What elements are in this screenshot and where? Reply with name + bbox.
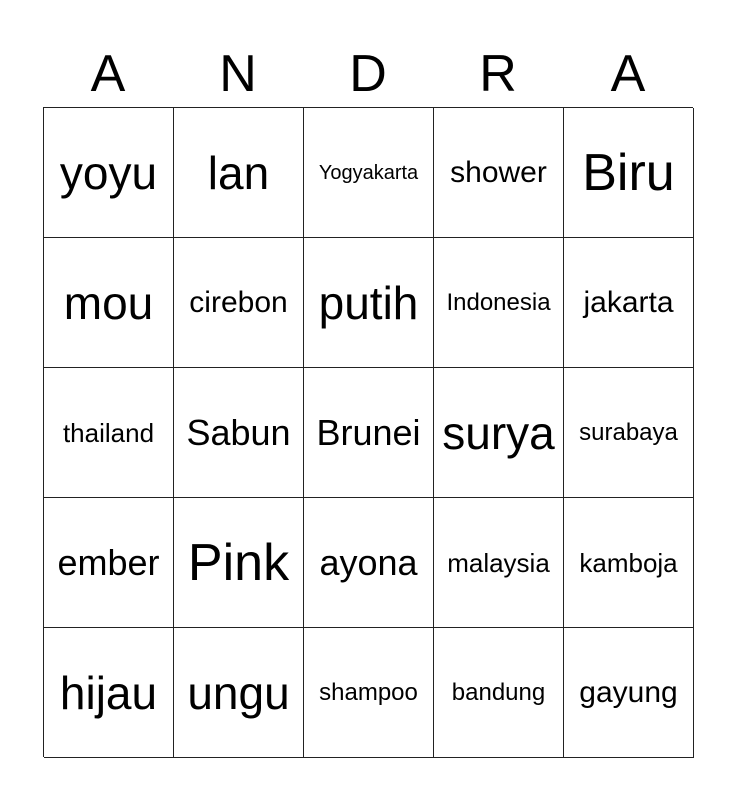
bingo-cell[interactable]: hijau <box>44 628 174 758</box>
bingo-cell[interactable]: ember <box>44 498 174 628</box>
bingo-cell[interactable]: lan <box>174 108 304 238</box>
bingo-cell[interactable]: shampoo <box>304 628 434 758</box>
bingo-cell[interactable]: putih <box>304 238 434 368</box>
bingo-cell[interactable]: cirebon <box>174 238 304 368</box>
bingo-cell[interactable]: bandung <box>434 628 564 758</box>
header-letter-2: N <box>219 45 257 103</box>
bingo-cell[interactable]: Pink <box>174 498 304 628</box>
bingo-cell[interactable]: shower <box>434 108 564 238</box>
bingo-cell[interactable]: ungu <box>174 628 304 758</box>
bingo-header <box>43 40 693 108</box>
bingo-cell[interactable]: surya <box>434 368 564 498</box>
bingo-cell[interactable]: yoyu <box>44 108 174 238</box>
header-letter-3: D <box>349 45 387 103</box>
bingo-cell[interactable]: gayung <box>564 628 694 758</box>
bingo-cell[interactable]: Yogyakarta <box>304 108 434 238</box>
bingo-cell[interactable]: mou <box>44 238 174 368</box>
bingo-cell[interactable]: Biru <box>564 108 694 238</box>
bingo-cell[interactable]: Indonesia <box>434 238 564 368</box>
bingo-cell[interactable]: Brunei <box>304 368 434 498</box>
bingo-cell[interactable]: ayona <box>304 498 434 628</box>
bingo-cell[interactable]: jakarta <box>564 238 694 368</box>
bingo-cell[interactable]: thailand <box>44 368 174 498</box>
header-letter-4: R <box>479 45 517 103</box>
bingo-cell[interactable]: surabaya <box>564 368 694 498</box>
bingo-cell[interactable]: malaysia <box>434 498 564 628</box>
bingo-cell[interactable]: Sabun <box>174 368 304 498</box>
bingo-cell[interactable]: kamboja <box>564 498 694 628</box>
header-letter-5: A <box>610 45 646 103</box>
bingo-board <box>43 107 693 757</box>
header-letter-1: A <box>90 45 126 103</box>
